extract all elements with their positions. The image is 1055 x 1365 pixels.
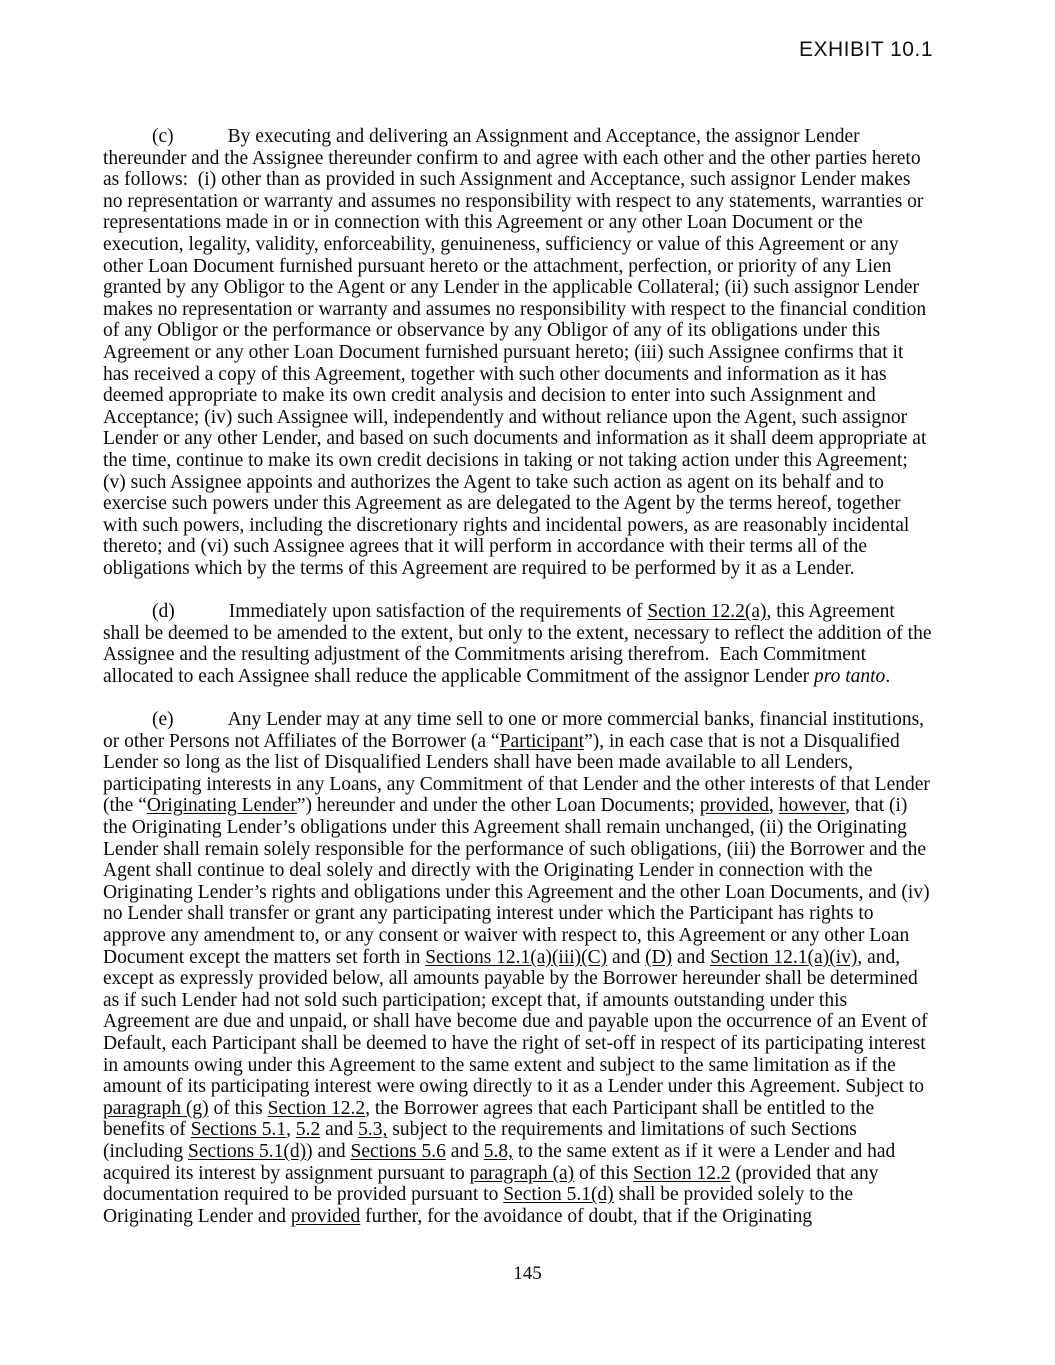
- section-reference: Section 12.2(a): [647, 601, 767, 623]
- section-reference: paragraph (g): [103, 1097, 209, 1119]
- section-reference: Section 5.1(d): [503, 1184, 614, 1206]
- text-run: (provided that any documentation required to be provided pursuant to: [103, 1162, 879, 1206]
- text-run: , the Borrower agrees that each Participant shall be entitled to the benefits of: [103, 1097, 875, 1141]
- text-run: ) and: [306, 1140, 351, 1162]
- section-reference: Participant: [499, 730, 585, 752]
- section-reference: Sections 5.6: [350, 1140, 446, 1162]
- text-run: ,: [769, 795, 779, 817]
- section-reference: Sections 5.1(d): [188, 1140, 307, 1162]
- text-run: and: [607, 946, 646, 968]
- section-reference: Section 12.2: [267, 1097, 366, 1119]
- text-run: and: [445, 1140, 484, 1162]
- exhibit-header: EXHIBIT 10.1: [798, 38, 933, 61]
- text-run: Immediately upon satisfaction of the requirements of: [228, 601, 648, 623]
- section-reference: Section 12.1(a)(iv): [710, 946, 858, 968]
- text-run: ”) hereunder and under the other Loan Documents;: [296, 795, 700, 817]
- section-reference: Sections 12.1(a)(iii)(C): [425, 946, 608, 968]
- section-reference: Sections 5.1: [190, 1119, 287, 1141]
- paragraph-label: (c): [152, 126, 174, 147]
- section-reference: 5.2: [295, 1119, 321, 1141]
- paragraph-d: [103, 601, 933, 687]
- text-run: , and, except as expressly provided below, all amounts payable by the Borrower hereunder shall be determined as if such Lender had not sold such participation; except that, if amounts outstanding under this Agreement are due and unpaid, or shall have become due and payable upon the occurrence of an Event of Default, each Participant shall be deemed to have the right of set-off in respect of its participating interest in amounts owing under this Agreement to the same extent and subject to the same limitation as if the amount of its participating interest were owing directly to it as a Lender under this Agreement. Subject to: [103, 946, 928, 1098]
- text-run: subject to the requirements and limitations of such Sections (including: [103, 1119, 857, 1162]
- text-run: further, for the avoidance of doubt, that if the Originating: [360, 1205, 813, 1227]
- section-reference: however: [778, 795, 846, 817]
- section-reference: provided: [290, 1205, 361, 1227]
- text-run: pro tanto: [813, 665, 886, 687]
- text-run: and: [672, 946, 711, 968]
- section-reference: Section 12.2: [633, 1162, 731, 1184]
- text-run: to the same extent as if it were a Lender and had acquired its interest by assignment pursuant to: [103, 1140, 896, 1184]
- text-run: of this: [208, 1097, 268, 1119]
- page-number: 145: [513, 1263, 542, 1284]
- section-reference: (D): [645, 946, 673, 968]
- text-run: ,: [286, 1119, 296, 1141]
- paragraph-label: (d): [152, 601, 175, 623]
- text-run: Any Lender may at any time sell to one or more commercial banks, financial institutions, or other Persons not Affiliates of the Borrower (a “: [103, 709, 925, 752]
- section-reference: provided: [699, 795, 770, 817]
- section-reference: 5.8,: [483, 1140, 514, 1162]
- paragraph-e: [103, 709, 933, 1227]
- paragraph-c: [103, 126, 933, 579]
- paragraph-label: (e): [152, 709, 174, 731]
- text-run: of this: [574, 1162, 634, 1184]
- section-reference: paragraph (a): [469, 1162, 575, 1184]
- text-run: and: [320, 1119, 359, 1141]
- text-run: By executing and delivering an Assignment and Acceptance, the assignor Lender thereunder and the Assignee thereunder confirm to and agree with each other and the other parties hereto as follows: (i) other than as provided in such Assignment and Acceptance, such assignor Lender makes no representation or warranty and assumes no responsibility with respect to any statements, warranties or representations made in or in connection with this Agreement or any other Loan Document or the execution, legality, validity, enforceability, genuineness, sufficiency or value of this Agreement or any other Loan Document furnished pursuant hereto or the attachment, perfection, or priority of any Lien granted by any Obligor to the Agent or any Lender in the applicable Collateral; (ii) such assignor Lender makes no representation or warranty and assumes no responsibility with respect to the financial condition of any Obligor or the performance or observance by any Obligor of any of its obligations under this Agreement or any other Loan Document furnished pursuant hereto; (iii) such Assignee confirms that it has received a copy of this Agreement, together with such other documents and information as it has deemed appropriate to make its own credit analysis and decision to enter into such Assignment and Acceptance; (iv) such Assignee will, independently and without reliance upon the Agent, such assignor Lender or any other Lender, and based on such documents and information as it shall deem appropriate at the time, continue to make its own credit decisions in taking or not taking action under this Agreement; (v) such Assignee appoints and authorizes the Agent to take such action as agent on its behalf and to exercise such powers under this Agreement as are delegated to the Agent by the terms hereof, together with such powers, including the discretionary rights and incidental powers, as are reasonably incidental thereto; and (vi) such Assignee agrees that it will perform in accordance with their terms all of the obligations which by the terms of this Agreement are required to be performed by it as a Lender.: [103, 126, 927, 579]
- text-run: ”), in each case that is not a Disqualified Lender so long as the list of Disqualified Lenders shall have been made available to all Lenders, participating interests in any Loans, any Commitment of that Lender and the other interests of that Lender (the “: [103, 730, 930, 817]
- text-run: .: [885, 665, 891, 687]
- document-body: [103, 126, 933, 1249]
- text-run: shall be provided solely to the Originating Lender and: [103, 1184, 854, 1227]
- section-reference: Originating Lender: [146, 795, 297, 817]
- text-run: , that (i) the Originating Lender’s obligations under this Agreement shall remain unchanged, (ii) the Originating Lender shall remain solely responsible for the performance of such obligations, (iii) the Borrower and the Agent shall continue to deal solely and directly with the Originating Lender in connection with the Originating Lender’s rights and obligations under this Agreement and the other Loan Documents, and (iv) no Lender shall transfer or grant any participating interest under which the Participant has rights to approve any amendment to, or any consent or waiver with respect to, this Agreement or any other Loan Document except the matters set forth in: [103, 795, 930, 968]
- section-reference: 5.3,: [358, 1119, 388, 1141]
- text-run: , this Agreement shall be deemed to be amended to the extent, but only to the extent, necessary to reflect the addition of the Assignee and the resulting adjustment of the Commitments arising therefrom. Each Commitment allocated to each Assignee shall reduce the applicable Commitment of the assignor Lender: [103, 601, 932, 687]
